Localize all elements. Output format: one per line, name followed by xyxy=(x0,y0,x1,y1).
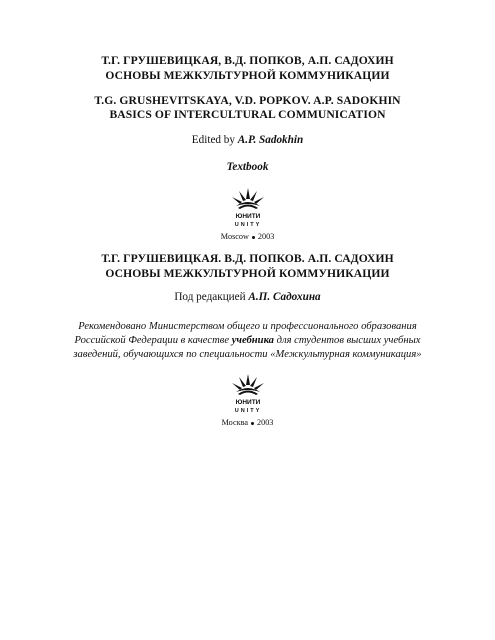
book-type-en: Textbook xyxy=(226,161,269,173)
unity-publisher-logo-icon xyxy=(222,186,274,228)
logo-name-en: UNITY xyxy=(234,408,262,414)
authors-ru: Т.Г. ГРУШЕВИЦКАЯ. В.Д. ПОПКОВ. А.П. САДОХИН xyxy=(101,252,394,265)
recommendation-line-2 xyxy=(0,336,495,347)
city-ru: Москва xyxy=(221,418,248,427)
editor-en: A.P. Sadokhin xyxy=(237,134,304,146)
recommendation-line-2-start: Российской Федерации в качестве xyxy=(74,335,232,346)
editor-ru: А.П. Садохина xyxy=(248,291,321,303)
title-ru: ОСНОВЫ МЕЖКУЛЬТУРНОЙ КОММУНИКАЦИИ xyxy=(105,267,390,280)
edited-by-ru-line xyxy=(0,292,495,303)
bullet-dot xyxy=(251,422,254,425)
logo-name-en: UNITY xyxy=(234,222,262,228)
imprint-ru xyxy=(0,419,495,427)
unity-publisher-logo-icon xyxy=(222,372,274,414)
bullet-dot xyxy=(252,236,255,239)
city-en: Moscow xyxy=(220,232,249,241)
recommendation-line-1: Рекомендовано Министерством общего и профессионального образования xyxy=(78,321,417,332)
year-ru: 2003 xyxy=(257,418,274,427)
year-en: 2003 xyxy=(257,232,275,241)
logo-name-ru: ЮНИТИ xyxy=(235,213,261,220)
edited-by-line xyxy=(0,135,495,146)
edited-by-prefix: Edited by xyxy=(191,134,238,146)
title-en: BASICS OF INTERCULTURAL COMMUNICATION xyxy=(109,108,386,121)
recommendation-line-3: заведений, обучающихся по специальности «Межкультурная коммуникация» xyxy=(73,349,422,360)
authors-en: T.G. GRUSHEVITSKAYA, V.D. POPKOV. A.P. SADOKHIN xyxy=(94,94,401,107)
title-ru-top: ОСНОВЫ МЕЖКУЛЬТУРНОЙ КОММУНИКАЦИИ xyxy=(105,69,390,82)
recommendation-line-2-end: для студентов высших учебных xyxy=(273,335,421,346)
edited-by-ru-prefix: Под редакцией xyxy=(174,291,249,303)
recommendation-textbook-word: учебника xyxy=(231,335,274,346)
authors-ru-top: Т.Г. ГРУШЕВИЦКАЯ, В.Д. ПОПКОВ, А.П. САДОХИН xyxy=(101,54,394,67)
imprint-en xyxy=(0,233,495,241)
logo-name-ru: ЮНИТИ xyxy=(235,399,261,406)
